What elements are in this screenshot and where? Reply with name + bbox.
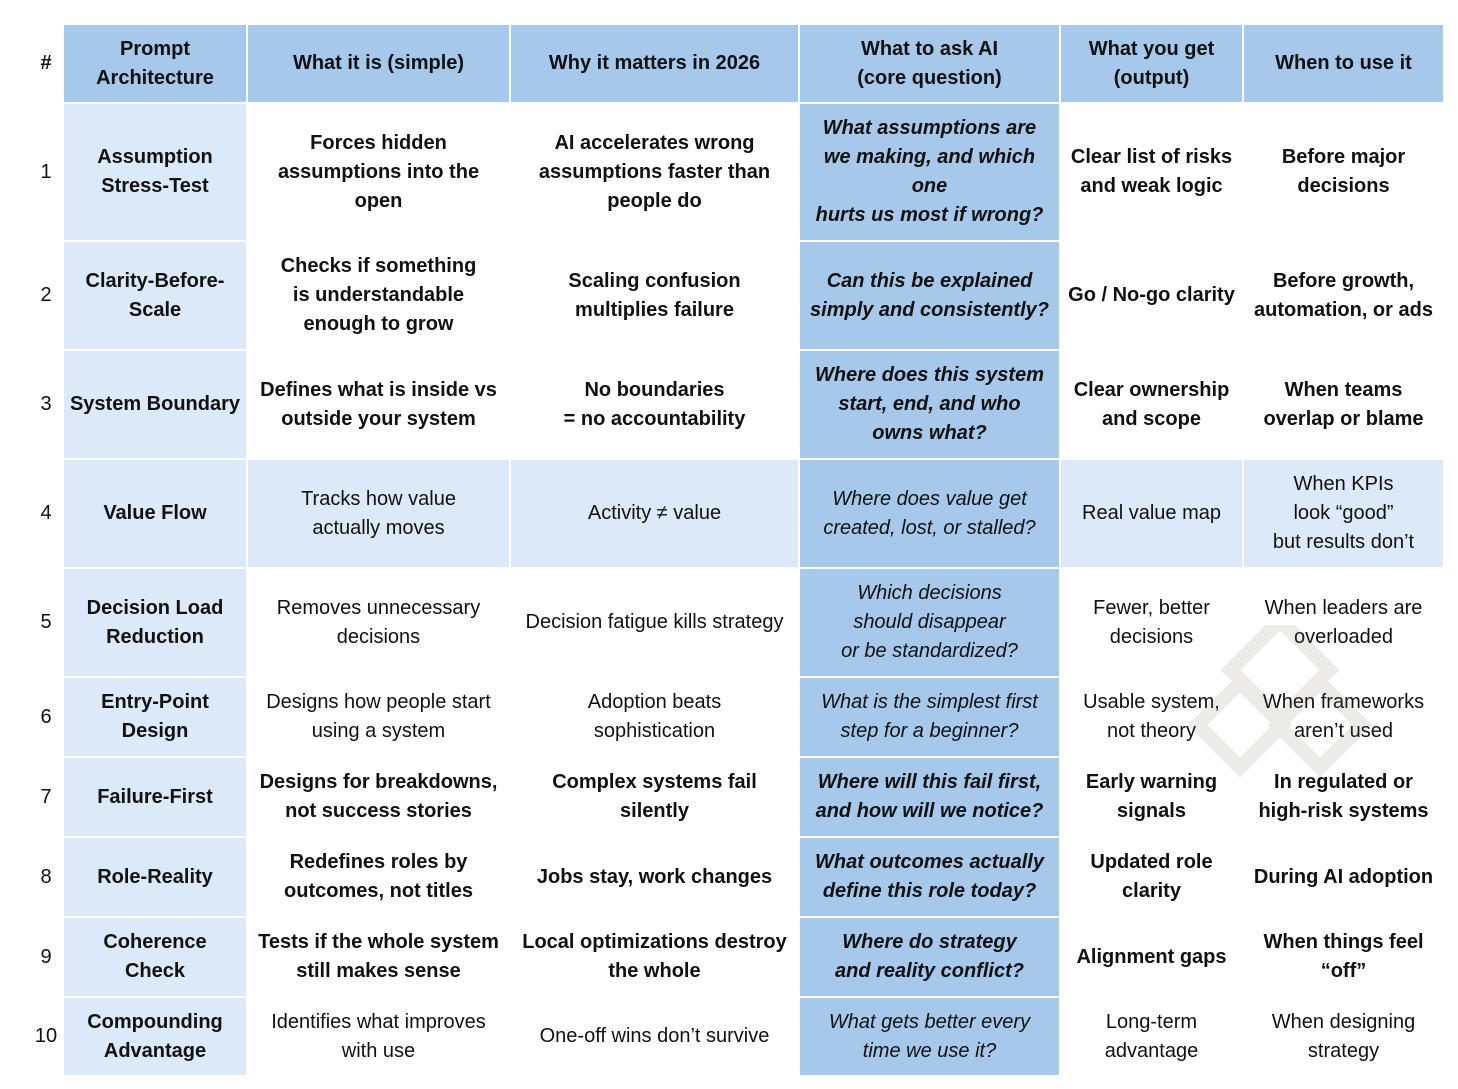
row-9-what: Tests if the whole system still makes sense — [258, 931, 499, 982]
row-4-what: Tracks how value actually moves — [248, 460, 509, 567]
row-3-when: When teams overlap or blame — [1263, 378, 1424, 430]
row-1-ask: What assumptions are we making, and which one hurts us most if wrong? — [800, 104, 1059, 240]
row-3-num: 3 — [40, 393, 52, 415]
row-5-why: Decision fatigue kills strategy — [525, 611, 784, 633]
row-4-when: When KPIs look “good” but results don’t — [1244, 460, 1443, 567]
row-7-why: Complex systems fail silently — [552, 771, 757, 822]
row-10-why: One-off wins don’t survive — [539, 1025, 770, 1047]
header-ask: What to ask AI (core question) — [800, 25, 1059, 102]
row-1-get: Clear list of risks and weak logic — [1070, 146, 1233, 197]
row-1-num: 1 — [40, 160, 52, 183]
row-7-when: In regulated or high-risk systems — [1258, 771, 1429, 822]
row-1-what: Forces hidden assumptions into the open — [277, 131, 480, 212]
header-get: What you get (output) — [1061, 25, 1242, 102]
row-8-name: Role-Reality — [64, 838, 246, 916]
row-2-get: Go / No-go clarity — [1068, 284, 1235, 306]
row-1-why: AI accelerates wrong assumptions faster than people do — [538, 131, 771, 212]
row-10-ask: What gets better every time we use it? — [800, 998, 1059, 1075]
row-2-name: Clarity-Before- Scale — [64, 242, 246, 349]
row-8-get: Updated role clarity — [1090, 851, 1213, 902]
row-6-what: Designs how people start using a system — [266, 691, 491, 742]
row-4-name: Value Flow — [64, 460, 246, 567]
row-10-what: Identifies what improves with use — [271, 1010, 486, 1062]
row-3-why: No boundaries = no accountability — [563, 378, 746, 430]
row-5-ask: Which decisions should disappear or be standardized? — [800, 569, 1059, 676]
row-6-get: Usable system, not theory — [1083, 691, 1220, 742]
row-7-get: Early warning signals — [1085, 771, 1218, 822]
row-10-get: Long-term advantage — [1104, 1010, 1199, 1062]
row-1-when: Before major decisions — [1281, 146, 1406, 197]
row-9-ask: Where do strategy and reality conflict? — [800, 918, 1059, 996]
row-9-num: 9 — [40, 945, 52, 968]
row-6-why: Adoption beats sophistication — [587, 691, 722, 742]
header-architecture: Prompt Architecture — [64, 25, 246, 102]
row-8-why: Jobs stay, work changes — [536, 865, 773, 888]
row-7-ask: Where will this fail first, and how will we notice? — [800, 758, 1059, 836]
row-4-num: 4 — [40, 502, 52, 524]
row-9-when: When things feel “off” — [1263, 931, 1424, 982]
row-8-num: 8 — [40, 865, 52, 888]
row-6-num: 6 — [40, 705, 52, 728]
row-5-what: Removes unnecessary decisions — [276, 596, 481, 648]
row-5-get: Fewer, better decisions — [1093, 596, 1210, 648]
row-2-num: 2 — [40, 284, 52, 306]
row-3-ask: Where does this system start, end, and who owns what? — [800, 351, 1059, 458]
row-6-when: When frameworks aren’t used — [1262, 691, 1425, 742]
row-10-when: When designing strategy — [1271, 1010, 1416, 1062]
row-5-when: When leaders are overloaded — [1264, 596, 1423, 648]
row-9-get: Alignment gaps — [1076, 945, 1227, 968]
row-8-ask: What outcomes actually define this role today? — [800, 838, 1059, 916]
row-4-ask: Where does value get created, lost, or stalled? — [800, 460, 1059, 567]
row-7-what: Designs for breakdowns, not success stories — [259, 771, 498, 822]
row-2-what: Checks if something is understandable enough to grow — [280, 255, 477, 335]
diamond-lattice-icon — [1190, 625, 1380, 795]
row-2-ask: Can this be explained simply and consistently? — [800, 242, 1059, 349]
row-7-num: 7 — [40, 785, 52, 808]
header-when: When to use it — [1244, 25, 1443, 102]
row-8-when: During AI adoption — [1253, 865, 1434, 888]
row-1-name: Assumption Stress-Test — [64, 104, 246, 240]
header-why: Why it matters in 2026 — [511, 25, 798, 102]
row-2-why: Scaling confusion multiplies failure — [568, 269, 741, 321]
row-10-name: Compounding Advantage — [64, 998, 246, 1075]
row-4-get: Real value map — [1061, 460, 1242, 567]
row-3-what: Defines what is inside vs outside your system — [260, 378, 497, 430]
row-9-why: Local optimizations destroy the whole — [522, 931, 787, 982]
row-5-name: Decision Load Reduction — [64, 569, 246, 676]
row-9-name: Coherence Check — [64, 918, 246, 996]
row-5-num: 5 — [40, 611, 52, 633]
row-10-num: 10 — [34, 1025, 58, 1047]
header-what: What it is (simple) — [248, 25, 509, 102]
row-2-when: Before growth, automation, or ads — [1254, 269, 1433, 321]
row-8-what: Redefines roles by outcomes, not titles — [284, 851, 473, 902]
header-num: # — [40, 52, 52, 74]
row-4-why: Activity ≠ value — [511, 460, 798, 567]
row-3-get: Clear ownership and scope — [1073, 378, 1230, 430]
row-6-name: Entry-Point Design — [64, 678, 246, 756]
row-6-ask: What is the simplest first step for a beginner? — [800, 678, 1059, 756]
row-7-name: Failure-First — [64, 758, 246, 836]
row-3-name: System Boundary — [64, 351, 246, 458]
